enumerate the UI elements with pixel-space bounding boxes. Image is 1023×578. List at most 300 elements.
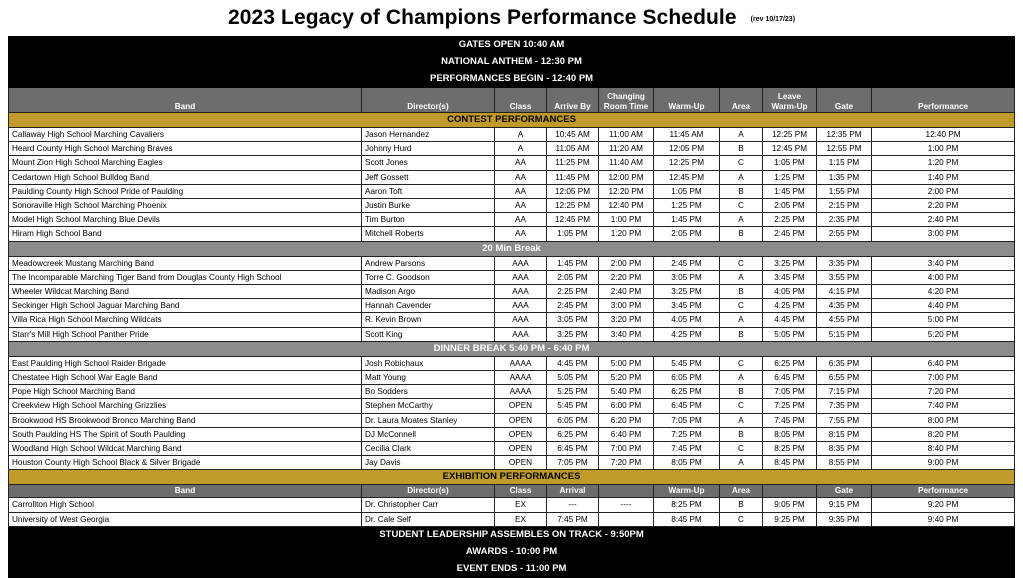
table-cell: B [720,327,763,341]
table-cell: A [495,128,547,142]
table-cell: 6:05 PM [654,371,720,385]
band-cell: Houston County High School Black & Silver Brigade [9,456,362,470]
table-cell: A [720,270,763,284]
director-cell: Torre C. Goodson [362,270,495,284]
table-cell: 12:05 PM [547,184,599,198]
director-cell: Cecilia Clark [362,442,495,456]
table-cell: 7:25 PM [763,399,817,413]
table-cell: 12:40 PM [599,199,654,213]
table-row [9,199,1015,213]
table-cell: AA [495,227,547,241]
table-cell: 11:05 AM [547,142,599,156]
table-cell: 2:05 PM [654,227,720,241]
table-cell: OPEN [495,399,547,413]
table-cell: 7:00 PM [872,371,1015,385]
table-cell: 7:45 PM [547,512,599,526]
table-row [9,385,1015,399]
table-cell: 5:05 PM [547,371,599,385]
band-cell: Model High School Marching Blue Devils [9,213,362,227]
table-cell: AA [495,213,547,227]
director-cell: Dr. Cale Self [362,512,495,526]
table-cell: AAA [495,327,547,341]
column-header: Area [720,88,763,113]
table-cell: 6:55 PM [817,371,872,385]
band-cell: Callaway High School Marching Cavaliers [9,128,362,142]
table-row [9,413,1015,427]
top-banner-line-text: PERFORMANCES BEGIN - 12:40 PM [9,71,1015,88]
table-cell: A [720,128,763,142]
table-cell: 7:25 PM [654,427,720,441]
table-cell: 7:05 PM [654,413,720,427]
column-header: Arrive By [547,88,599,113]
table-cell: --- [547,498,599,512]
table-cell: 1:45 PM [654,213,720,227]
page-title: 2023 Legacy of Champions Performance Schedule [227,6,737,29]
band-cell: Heard County High School Marching Braves [9,142,362,156]
table-row [9,156,1015,170]
column-header: Class [495,88,547,113]
table-cell: 8:25 PM [654,498,720,512]
director-cell: Jay Davis [362,456,495,470]
column-header [763,485,817,498]
table-cell: AA [495,170,547,184]
table-cell: 4:20 PM [872,285,1015,299]
table-cell: AA [495,184,547,198]
table-cell: 4:45 PM [763,313,817,327]
table-cell: 3:45 PM [763,270,817,284]
table-cell: OPEN [495,442,547,456]
table-cell: 6:25 PM [763,356,817,370]
table-row [9,256,1015,270]
table-cell: 3:40 PM [599,327,654,341]
table-row [9,371,1015,385]
table-cell: 8:55 PM [817,456,872,470]
table-cell: 3:25 PM [654,285,720,299]
table-cell: 4:25 PM [763,299,817,313]
band-cell: Pope High School Marching Band [9,385,362,399]
director-cell: Madison Argo [362,285,495,299]
table-cell: 6:40 PM [872,356,1015,370]
table-cell: 1:25 PM [654,199,720,213]
column-header: Gate [817,88,872,113]
table-cell: 4:00 PM [872,270,1015,284]
table-cell: 8:20 PM [872,427,1015,441]
table-cell: OPEN [495,427,547,441]
table-cell: 12:40 PM [872,128,1015,142]
table-cell: C [720,256,763,270]
director-cell: Jeff Gossett [362,170,495,184]
table-row [9,299,1015,313]
table-cell: 12:20 PM [599,184,654,198]
column-header: Performance [872,88,1015,113]
table-cell: B [720,142,763,156]
table-cell: OPEN [495,413,547,427]
table-cell: 2:40 PM [599,285,654,299]
table-cell: AAAA [495,385,547,399]
table-cell: 4:15 PM [817,285,872,299]
table-cell: C [720,156,763,170]
director-cell: Mitchell Roberts [362,227,495,241]
dinner-break-row-text: DINNER BREAK 5:40 PM - 6:40 PM [9,341,1015,356]
exhibition-header [9,485,1015,498]
column-header: Band [9,485,362,498]
table-cell: 6:05 PM [547,413,599,427]
table-cell: 8:45 PM [763,456,817,470]
director-cell: Johnny Hurd [362,142,495,156]
table-cell: 5:25 PM [547,385,599,399]
table-cell: 12:55 PM [817,142,872,156]
column-header: Director(s) [362,485,495,498]
table-cell: 2:40 PM [872,213,1015,227]
column-header: Gate [817,485,872,498]
band-cell: East Paulding High School Raider Brigade [9,356,362,370]
bottom-banner-line [9,560,1015,577]
table-cell: 8:00 PM [872,413,1015,427]
table-cell: ---- [599,498,654,512]
table-row [9,227,1015,241]
table-cell: C [720,299,763,313]
table-row [9,327,1015,341]
column-header: Leave Warm-Up [763,88,817,113]
table-cell: 6:45 PM [654,399,720,413]
table-cell: 12:45 PM [654,170,720,184]
table-cell: 6:45 PM [763,371,817,385]
table-cell: 12:25 PM [763,128,817,142]
band-cell: South Paulding HS The Spirit of South Paulding [9,427,362,441]
band-cell: Meadowcreek Mustang Marching Band [9,256,362,270]
table-cell: AAAA [495,356,547,370]
table-cell: 9:25 PM [763,512,817,526]
table-cell: 7:45 PM [763,413,817,427]
table-cell: 8:15 PM [817,427,872,441]
table-cell: A [720,170,763,184]
table-row [9,170,1015,184]
column-header: Director(s) [362,88,495,113]
band-cell: Paulding County High School Pride of Paulding [9,184,362,198]
table-cell: 1:05 PM [654,184,720,198]
table-cell: 1:35 PM [817,170,872,184]
table-cell: AAA [495,270,547,284]
director-cell: Dr. Christopher Carr [362,498,495,512]
table-row [9,456,1015,470]
table-cell: 5:15 PM [817,327,872,341]
band-cell: Chestatee High School War Eagle Band [9,371,362,385]
director-cell: Andrew Parsons [362,256,495,270]
column-header: Area [720,485,763,498]
table-cell: 1:40 PM [872,170,1015,184]
table-header [9,88,1015,113]
table-cell: 7:35 PM [817,399,872,413]
band-cell: Carrollton High School [9,498,362,512]
table-cell: 1:15 PM [817,156,872,170]
table-cell: AAA [495,299,547,313]
table-cell: EX [495,512,547,526]
table-cell: 5:00 PM [599,356,654,370]
column-header: Class [495,485,547,498]
table-cell: 7:20 PM [872,385,1015,399]
table-cell: 4:05 PM [763,285,817,299]
table-cell: 8:05 PM [763,427,817,441]
table-cell: 12:45 PM [547,213,599,227]
schedule-table [8,36,1015,578]
table-cell: 11:00 AM [599,128,654,142]
column-header: Warm-Up [654,88,720,113]
table-cell: C [720,399,763,413]
table-cell: 4:45 PM [547,356,599,370]
director-cell: Hannah Cavender [362,299,495,313]
table-cell: 6:25 PM [547,427,599,441]
table-cell: 9:40 PM [872,512,1015,526]
table-cell: 4:55 PM [817,313,872,327]
director-cell: Scott King [362,327,495,341]
table-cell: AAA [495,285,547,299]
table-row [9,142,1015,156]
table-cell: 11:20 AM [599,142,654,156]
table-row [9,442,1015,456]
table-cell: 1:45 PM [547,256,599,270]
table-cell: 1:00 PM [599,213,654,227]
table-cell: 3:05 PM [547,313,599,327]
table-cell: 6:45 PM [547,442,599,456]
table-cell: C [720,442,763,456]
table-cell: 4:05 PM [654,313,720,327]
table-cell: 7:45 PM [654,442,720,456]
column-header: Arrival [547,485,599,498]
table-cell: 12:25 PM [547,199,599,213]
table-cell: 6:25 PM [654,385,720,399]
table-cell: B [720,498,763,512]
director-cell: Jason Hernandez [362,128,495,142]
table-cell: 6:40 PM [599,427,654,441]
table-cell: 2:00 PM [599,256,654,270]
table-cell: C [720,356,763,370]
table-cell: A [720,313,763,327]
table-cell: C [720,512,763,526]
table-cell: OPEN [495,456,547,470]
column-header [599,485,654,498]
table-cell: AA [495,199,547,213]
table-cell: 3:25 PM [763,256,817,270]
band-cell: Brookwood HS Brookwood Bronco Marching Band [9,413,362,427]
table-cell: 3:20 PM [599,313,654,327]
table-cell: 2:35 PM [817,213,872,227]
band-cell: Mount Zion High School Marching Eagles [9,156,362,170]
column-header: Performance [872,485,1015,498]
band-cell: Hiram High School Band [9,227,362,241]
director-cell: Josh Robichaux [362,356,495,370]
table-cell: 1:05 PM [547,227,599,241]
table-cell: 3:35 PM [817,256,872,270]
table-cell: AAAA [495,371,547,385]
table-cell: 9:00 PM [872,456,1015,470]
director-cell: Tim Burton [362,213,495,227]
director-cell: Dr. Laura Moates Stanley [362,413,495,427]
table-cell: 12:35 PM [817,128,872,142]
director-cell: R. Kevin Brown [362,313,495,327]
table-cell: 9:20 PM [872,498,1015,512]
director-cell: DJ McConnell [362,427,495,441]
band-cell: Woodland High School Wildcat Marching Band [9,442,362,456]
table-cell: 1:55 PM [817,184,872,198]
table-row [9,427,1015,441]
table-cell: 12:45 PM [763,142,817,156]
table-cell: 10:45 AM [547,128,599,142]
table-cell: 3:40 PM [872,256,1015,270]
table-cell: 11:45 PM [547,170,599,184]
table-cell: 7:40 PM [872,399,1015,413]
bottom-banner-line-text: AWARDS - 10:00 PM [9,543,1015,560]
table-cell: 8:25 PM [763,442,817,456]
table-cell: 11:40 AM [599,156,654,170]
table-cell: 7:05 PM [763,385,817,399]
top-banner-line [9,54,1015,71]
table-cell: 3:45 PM [654,299,720,313]
exhibition-section-label-text: EXHIBITION PERFORMANCES [9,470,1015,485]
top-banner-line [9,71,1015,88]
table-cell: A [720,413,763,427]
table-row [9,128,1015,142]
table-row [9,512,1015,526]
table-row [9,356,1015,370]
table-cell: B [720,227,763,241]
table-cell: 2:05 PM [547,270,599,284]
table-cell: B [720,385,763,399]
table-cell: C [720,199,763,213]
band-cell: Villa Rica High School Marching Wildcats [9,313,362,327]
table-cell: 8:35 PM [817,442,872,456]
table-cell: A [720,213,763,227]
table-cell: 9:05 PM [763,498,817,512]
table-cell: 7:20 PM [599,456,654,470]
table-cell: 6:35 PM [817,356,872,370]
table-cell: 8:05 PM [654,456,720,470]
table-cell: A [720,456,763,470]
table-cell: 2:05 PM [763,199,817,213]
table-cell: 4:35 PM [817,299,872,313]
director-cell: Aaron Toft [362,184,495,198]
director-cell: Scott Jones [362,156,495,170]
contest-section-label-text: CONTEST PERFORMANCES [9,113,1015,128]
table-cell: 4:40 PM [872,299,1015,313]
table-cell: A [720,371,763,385]
band-cell: Wheeler Wildcat Marching Band [9,285,362,299]
band-cell: Cedartown High School Bulldog Band [9,170,362,184]
table-cell: 5:00 PM [872,313,1015,327]
top-banner-line-text: GATES OPEN 10:40 AM [9,37,1015,54]
table-cell: 5:40 PM [599,385,654,399]
table-cell: AA [495,156,547,170]
band-cell: Creekview High School Marching Grizzlies [9,399,362,413]
table-cell: 2:15 PM [817,199,872,213]
table-cell: 7:00 PM [599,442,654,456]
table-cell: 9:35 PM [817,512,872,526]
table-cell: 4:25 PM [654,327,720,341]
band-cell: Seckinger High School Jaguar Marching Band [9,299,362,313]
bottom-banner-line [9,543,1015,560]
table-row [9,399,1015,413]
table-cell: 11:45 AM [654,128,720,142]
table-cell: 6:20 PM [599,413,654,427]
table-cell: 12:00 PM [599,170,654,184]
table-cell: AAA [495,313,547,327]
band-cell: Starr's Mill High School Panther Pride [9,327,362,341]
table-cell: 2:20 PM [599,270,654,284]
table-cell: 11:25 PM [547,156,599,170]
table-cell: 12:05 PM [654,142,720,156]
bottom-banner-line-text: EVENT ENDS - 11:00 PM [9,560,1015,577]
table-cell [599,512,654,526]
table-cell: 5:05 PM [763,327,817,341]
table-cell: 3:25 PM [547,327,599,341]
table-cell: 7:15 PM [817,385,872,399]
table-cell: 8:40 PM [872,442,1015,456]
table-cell: B [720,427,763,441]
table-row [9,270,1015,284]
table-cell: 1:20 PM [872,156,1015,170]
band-cell: Sonoraville High School Marching Phoenix [9,199,362,213]
table-cell: 2:45 PM [654,256,720,270]
table-cell: 3:00 PM [599,299,654,313]
table-cell: 2:45 PM [547,299,599,313]
table-cell: 8:45 PM [654,512,720,526]
table-cell: A [495,142,547,156]
table-cell: 2:25 PM [547,285,599,299]
break-row [9,241,1015,256]
revision-note: (rev 10/17/23) [750,16,796,24]
band-cell: The Incomparable Marching Tiger Band from Douglas County High School [9,270,362,284]
contest-section-label [9,113,1015,128]
table-cell: 5:20 PM [599,371,654,385]
table-cell: 7:55 PM [817,413,872,427]
dinner-break-row [9,341,1015,356]
table-row [9,285,1015,299]
band-cell: University of West Georgia [9,512,362,526]
table-cell: 5:20 PM [872,327,1015,341]
column-header: Band [9,88,362,113]
director-cell: Stephen McCarthy [362,399,495,413]
table-cell: 2:45 PM [763,227,817,241]
table-cell: 6:00 PM [599,399,654,413]
table-row [9,213,1015,227]
table-cell: 1:00 PM [872,142,1015,156]
table-cell: 5:45 PM [547,399,599,413]
table-row [9,498,1015,512]
table-cell: 12:25 PM [654,156,720,170]
table-cell: EX [495,498,547,512]
director-cell: Justin Burke [362,199,495,213]
table-cell: 2:55 PM [817,227,872,241]
director-cell: Matt Young [362,371,495,385]
schedule-body [9,37,1015,578]
table-cell: 3:55 PM [817,270,872,284]
table-cell: 1:25 PM [763,170,817,184]
title-row [0,6,1023,36]
table-cell: 9:15 PM [817,498,872,512]
exhibition-section-label [9,470,1015,485]
table-row [9,184,1015,198]
column-header: Warm-Up [654,485,720,498]
director-cell: Bo Sodders [362,385,495,399]
table-cell: 3:00 PM [872,227,1015,241]
table-cell: 2:20 PM [872,199,1015,213]
top-banner-line [9,37,1015,54]
table-cell: 3:05 PM [654,270,720,284]
bottom-banner-line [9,526,1015,543]
table-cell: 1:45 PM [763,184,817,198]
table-cell: 7:05 PM [547,456,599,470]
break-row-text: 20 Min Break [9,241,1015,256]
top-banner-line-text: NATIONAL ANTHEM - 12:30 PM [9,54,1015,71]
